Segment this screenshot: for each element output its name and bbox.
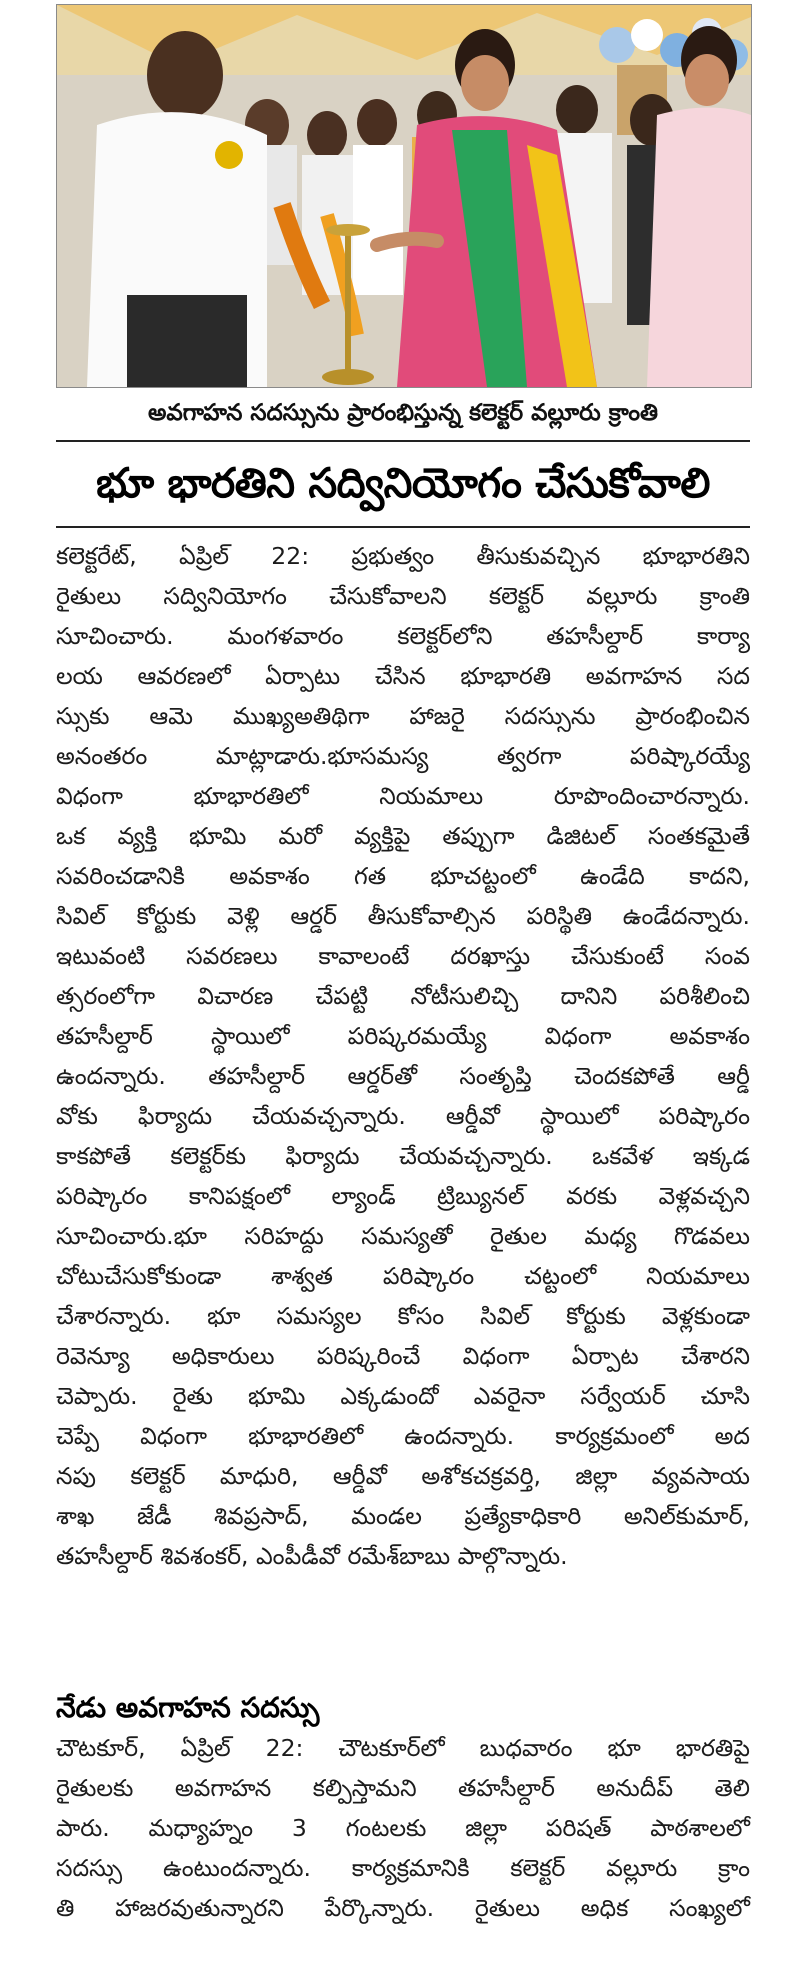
article-line: శాఖ జేడీ శివప్రసాద్, మండల ప్రత్యేకాధికారి అనిల్‌కుమార్, [56, 1502, 750, 1530]
article-line: నపు కలెక్టర్ మాధురి, ఆర్డీవో అశోకచక్రవర్తి, జిల్లా వ్యవసాయ [56, 1462, 750, 1490]
article-line: రైతులు సద్వినియోగం చేసుకోవాలని కలెక్టర్ వల్లూరు క్రాంతి [56, 582, 750, 610]
article-line: స్సుకు ఆమె ముఖ్యఅతిథిగా హాజరై సదస్సును ప్రారంభించిన [56, 702, 750, 730]
article-line: లయ ఆవరణలో ఏర్పాటు చేసిన భూభారతి అవగాహన సద [56, 662, 750, 690]
headline-bottom-divider [56, 526, 750, 528]
subsection-line: రైతులకు అవగాహన కల్పిస్తామని తహసీల్దార్ అనుదీప్ తెలి [56, 1774, 750, 1802]
article-headline: భూ భారతిని సద్వినియోగం చేసుకోవాలి [96, 459, 710, 507]
article-line: కలెక్టరేట్, ఏప్రిల్ 22: ప్రభుత్వం తీసుకువచ్చిన భూభారతిని [56, 542, 750, 570]
subsection-line: సదస్సు ఉంటుందన్నారు. కార్యక్రమానికి కలెక్టర్ వల్లూరు క్రాం [56, 1854, 750, 1882]
article-line: ఒక వ్యక్తి భూమి మరో వ్యక్తిపై తప్పుగా డిజిటల్ సంతకమైతే [56, 822, 750, 850]
article-line: విధంగా భూభారతిలో నియమాలు రూపొందించారన్నారు. [56, 782, 750, 810]
article-line: సూచించారు.భూ సరిహద్దు సమస్యతో రైతుల మధ్య గొడవలు [56, 1222, 750, 1250]
headline-top-divider [56, 440, 750, 442]
article-line: ఉందన్నారు. తహసీల్దార్ ఆర్డర్‌తో సంతృప్తి చెందకపోతే ఆర్డీ [56, 1062, 750, 1090]
article-line: చోటుచేసుకోకుండా శాశ్వత పరిష్కారం చట్టంలో నియమాలు [56, 1262, 750, 1290]
subsection-line: తి హాజరవుతున్నారని పేర్కొన్నారు. రైతులు అధిక సంఖ్యలో [56, 1894, 750, 1922]
article-line: వోకు ఫిర్యాదు చేయవచ్చన్నారు. ఆర్డీవో స్థాయిలో పరిష్కారం [56, 1102, 750, 1130]
photo-caption: అవగాహన సదస్సును ప్రారంభిస్తున్న కలెక్టర్ వల్లూరు క్రాంతి [147, 400, 659, 426]
photo-illustration [57, 5, 751, 387]
subsection [56, 1688, 750, 1928]
article-line: చెప్పే విధంగా భూభారతిలో ఉందన్నారు. కార్యక్రమంలో అద [56, 1422, 750, 1450]
article-line: ఇటువంటి సవరణలు కావాలంటే దరఖాస్తు చేసుకుంటే సంవ [56, 942, 750, 970]
article-line: పరిష్కారం కానిపక్షంలో ల్యాండ్ ట్రిబ్యునల్ వరకు వెళ్లవచ్చని [56, 1182, 750, 1210]
subsection-line: చౌటకూర్, ఏప్రిల్ 22: చౌటకూర్‌లో బుధవారం భూ భారతిపై [56, 1734, 750, 1762]
subsection-line: పారు. మధ్యాహ్నం 3 గంటలకు జిల్లా పరిషత్ పాఠశాలలో [56, 1814, 750, 1842]
article-line: సవరించడానికి అవకాశం గత భూచట్టంలో ఉండేది కాదని, [56, 862, 750, 890]
article-body [56, 536, 750, 1576]
article-line: త్సరంలోగా విచారణ చేపట్టి నోటీసులిచ్చి దానిని పరిశీలించి [56, 982, 750, 1010]
article-line: సూచించారు. మంగళవారం కలెక్టర్‌లోని తహసీల్దార్ కార్యా [56, 622, 750, 650]
article-line: రెవెన్యూ అధికారులు పరిష్కరించే విధంగా ఏర్పాట చేశారని [56, 1342, 750, 1370]
article-line: అనంతరం మాట్లాడారు.భూసమస్య త్వరగా పరిష్కారయ్యే [56, 742, 750, 770]
article-line: చెప్పారు. రైతు భూమి ఎక్కడుందో ఎవరైనా సర్వేయర్ చూసి [56, 1382, 750, 1410]
subsection-title: నేడు అవగాహన సదస్సు [56, 1691, 320, 1724]
article-line: తహసీల్దార్ స్థాయిలో పరిష్కరమయ్యే విధంగా అవకాశం [56, 1022, 750, 1050]
article-line: సివిల్ కోర్టుకు వెళ్లి ఆర్డర్ తీసుకోవాల్సిన పరిస్థితి ఉండేదన్నారు. [56, 902, 750, 930]
article-line: తహసీల్దార్ శివశంకర్, ఎంపీడీవో రమేశ్‌బాబు పాల్గొన్నారు. [56, 1542, 568, 1570]
news-photo [56, 4, 752, 388]
article-line: చేశారన్నారు. భూ సమస్యల కోసం సివిల్ కోర్టుకు వెళ్లకుండా [56, 1302, 750, 1330]
article-line: కాకపోతే కలెక్టర్‌కు ఫిర్యాదు చేయవచ్చన్నారు. ఒకవేళ ఇక్కడ [56, 1142, 750, 1170]
